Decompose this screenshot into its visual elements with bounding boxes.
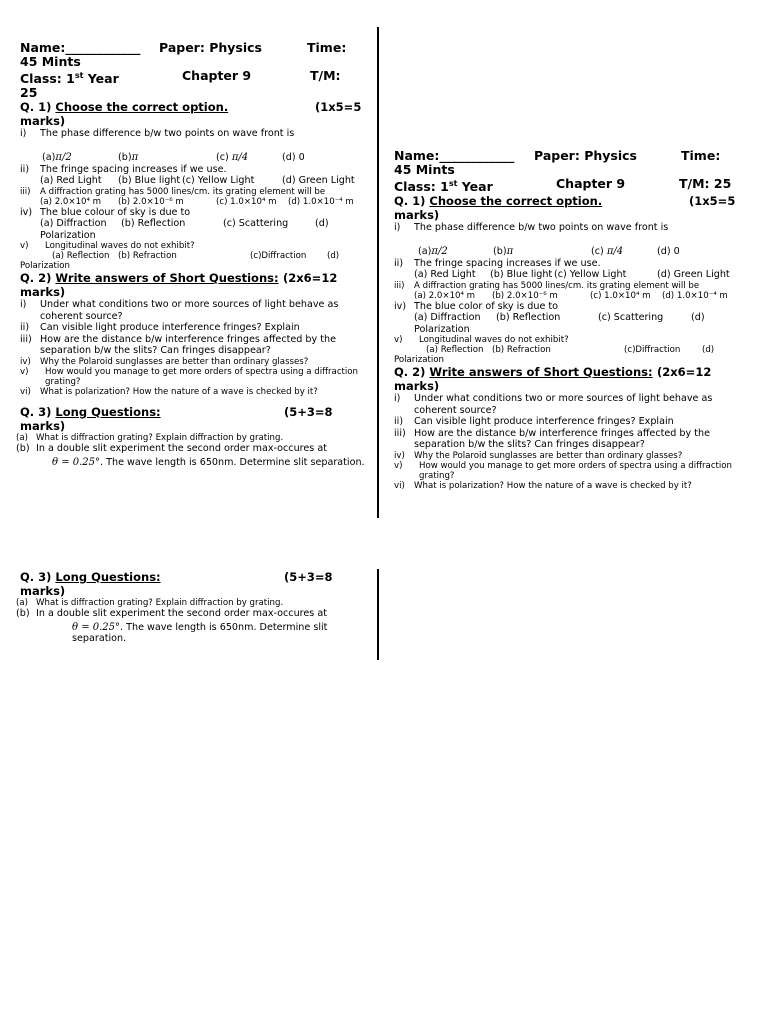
grating-options: (a) 2.0×10⁴ m (b) 2.0×10⁻⁶ m (c) 1.0×10⁴ m (d) 1.0×10⁻⁴ m xyxy=(40,196,354,207)
q3-b-continued: θ = 0.25°. The wave length is 650nm. Determine slit separation. xyxy=(52,457,365,469)
chapter-label: Chapter 9 xyxy=(182,68,252,83)
q1-marks: marks) xyxy=(20,114,66,129)
sky-options: (a) Diffraction (b) Reflection (c) Scattering (d) xyxy=(40,218,329,230)
q3-marks-repeat: marks) xyxy=(20,584,66,598)
q3-heading: Q. 3) Long Questions: (5+3=8 xyxy=(20,404,333,419)
q3-list-repeat xyxy=(16,598,370,645)
sky-option-d: Polarization xyxy=(414,323,470,335)
fringe-options: (a) Red Light (b) Blue light (c) Yellow Light (d) Green Light xyxy=(40,175,355,187)
chapter-label: Chapter 9 xyxy=(556,176,626,191)
sky-options: (a) Diffraction (b) Reflection (c) Scattering (d) xyxy=(414,312,705,324)
list-item: iv) Why the Polaroid sunglasses are better than ordinary glasses? xyxy=(394,450,683,461)
q2-list xyxy=(394,393,739,491)
pi-over-4: π/4 xyxy=(231,152,249,164)
list-item: i) The phase difference b/w two points on wave front is xyxy=(20,128,295,140)
q1-list xyxy=(20,128,370,271)
name-label: Name:____________ xyxy=(394,148,515,163)
tm-label: T/M: 25 xyxy=(679,176,732,191)
list-item: iii) A diffraction grating has 5000 lines/cm. its grating element will be xyxy=(20,186,326,197)
column-divider-top xyxy=(377,27,379,518)
tm-label: T/M: xyxy=(310,68,341,83)
list-item: iv) The blue colour of sky is due to xyxy=(20,206,191,218)
class-label: Class: 1st Year xyxy=(394,179,493,195)
longitudinal-option-d: Polarization xyxy=(394,355,444,366)
longitudinal-options: (a) Reflection (b) Refraction (c)Diffraction (d) xyxy=(52,251,340,262)
list-item: i) Under what conditions two or more sources of light behave as coherent source? xyxy=(394,393,713,416)
list-item: ii) Can visible light produce interference fringes? Explain xyxy=(394,416,674,428)
q1-heading: Q. 1) Choose the correct option. (1x5=5 xyxy=(20,100,362,115)
paper-right xyxy=(394,149,739,491)
list-item: (b) In a double slit experiment the second order max-occures at xyxy=(16,608,327,619)
list-item: (a) What is diffraction grating? Explain diffraction by grating. xyxy=(16,598,284,608)
column-divider-bottom xyxy=(377,569,379,660)
list-item: i) The phase difference b/w two points on wave front is xyxy=(394,222,669,234)
class-label: Class: 1st Year xyxy=(20,71,119,87)
q3-heading-repeat: Q. 3) Long Questions: (5+3=8 xyxy=(20,570,333,584)
list-item: ii) The fringe spacing increases if we use. xyxy=(20,163,227,175)
q2-heading: Q. 2) Write answers of Short Questions: (2x6=12 xyxy=(20,271,338,286)
q3-b-end: separation. xyxy=(72,633,127,644)
tm-value: 25 xyxy=(20,85,38,101)
header-right xyxy=(394,149,739,194)
sky-option-d: Polarization xyxy=(40,229,96,241)
q2-marks: marks) xyxy=(20,285,66,300)
time-value: 45 Mints xyxy=(394,162,455,177)
time-value: 45 Mints xyxy=(20,54,81,69)
list-item: vi) What is polarization? How the nature of a wave is checked by it? xyxy=(394,480,692,491)
list-item: (b) In a double slit experiment the second order max-occures at xyxy=(16,442,327,454)
list-item: v) How would you manage to get more orders of spectra using a diffraction grating? xyxy=(20,366,359,387)
list-item: (a) What is diffraction grating? Explain diffraction by grating. xyxy=(16,432,284,443)
paper-label: Paper: Physics xyxy=(159,40,262,55)
theta-value: θ = 0.25° xyxy=(72,621,121,633)
paper-left-q3-repeat xyxy=(16,570,370,645)
q2-marks: marks) xyxy=(394,379,440,394)
q2-list xyxy=(20,299,370,397)
list-item: i) Under what conditions two or more sources of light behave as coherent source? xyxy=(20,299,339,322)
list-item: iii) How are the distance b/w interference fringes affected by the separation b/w the slits? Can fringes disappear? xyxy=(20,333,336,357)
q3-marks: marks) xyxy=(20,418,66,433)
list-item: iii) A diffraction grating has 5000 lines/cm. its grating element will be xyxy=(394,280,700,291)
q3-b-continued-repeat: θ = 0.25°. The wave length is 650nm. Determine slit xyxy=(72,621,328,633)
phase-options: (a)π/2 (b)π (c) π/4 (d) 0 xyxy=(418,246,680,258)
time-label: Time: xyxy=(307,40,347,55)
pi-over-2: π/2 xyxy=(55,152,72,164)
q1-list xyxy=(394,222,739,365)
paper-label: Paper: Physics xyxy=(534,148,637,163)
q1-heading: Q. 1) Choose the correct option. (1x5=5 xyxy=(394,194,736,209)
q1-marks: marks) xyxy=(394,208,440,223)
list-item: iv) The blue color of sky is due to xyxy=(394,300,559,312)
theta-value: θ = 0.25° xyxy=(52,457,101,469)
longitudinal-option-d: Polarization xyxy=(20,261,70,272)
list-item: ii) The fringe spacing increases if we use. xyxy=(394,257,601,269)
list-item: vi) What is polarization? How the nature of a wave is checked by it? xyxy=(20,386,318,397)
list-item: iv) Why the Polaroid sunglasses are better than ordinary glasses? xyxy=(20,356,309,367)
paper-left xyxy=(16,40,370,469)
phase-options: (a)π/2 (b)π (c) π/4 (d) 0 xyxy=(42,152,305,164)
list-item: v) Longitudinal waves do not exhibit? xyxy=(20,241,195,252)
name-label: Name:____________ xyxy=(20,40,141,55)
list-item: v) Longitudinal waves do not exhibit? xyxy=(394,335,569,346)
grating-options: (a) 2.0×10⁴ m (b) 2.0×10⁻⁶ m (c) 1.0×10⁴ m (d) 1.0×10⁻⁴ m xyxy=(414,290,728,301)
list-item: v) How would you manage to get more orders of spectra using a diffraction grating? xyxy=(394,460,733,481)
list-item: iii) How are the distance b/w interference fringes affected by the separation b/w the slits? Can fringes disappear? xyxy=(394,427,710,451)
q2-heading: Q. 2) Write answers of Short Questions: (2x6=12 xyxy=(394,365,712,380)
longitudinal-options: (a) Reflection (b) Refraction (c)Diffraction (d) xyxy=(426,345,715,356)
list-item: ii) Can visible light produce interference fringes? Explain xyxy=(20,322,300,334)
fringe-options: (a) Red Light (b) Blue light (c) Yellow Light (d) Green Light xyxy=(414,269,730,281)
header xyxy=(20,41,370,100)
q3-list xyxy=(16,433,370,469)
time-label: Time: xyxy=(681,148,721,163)
